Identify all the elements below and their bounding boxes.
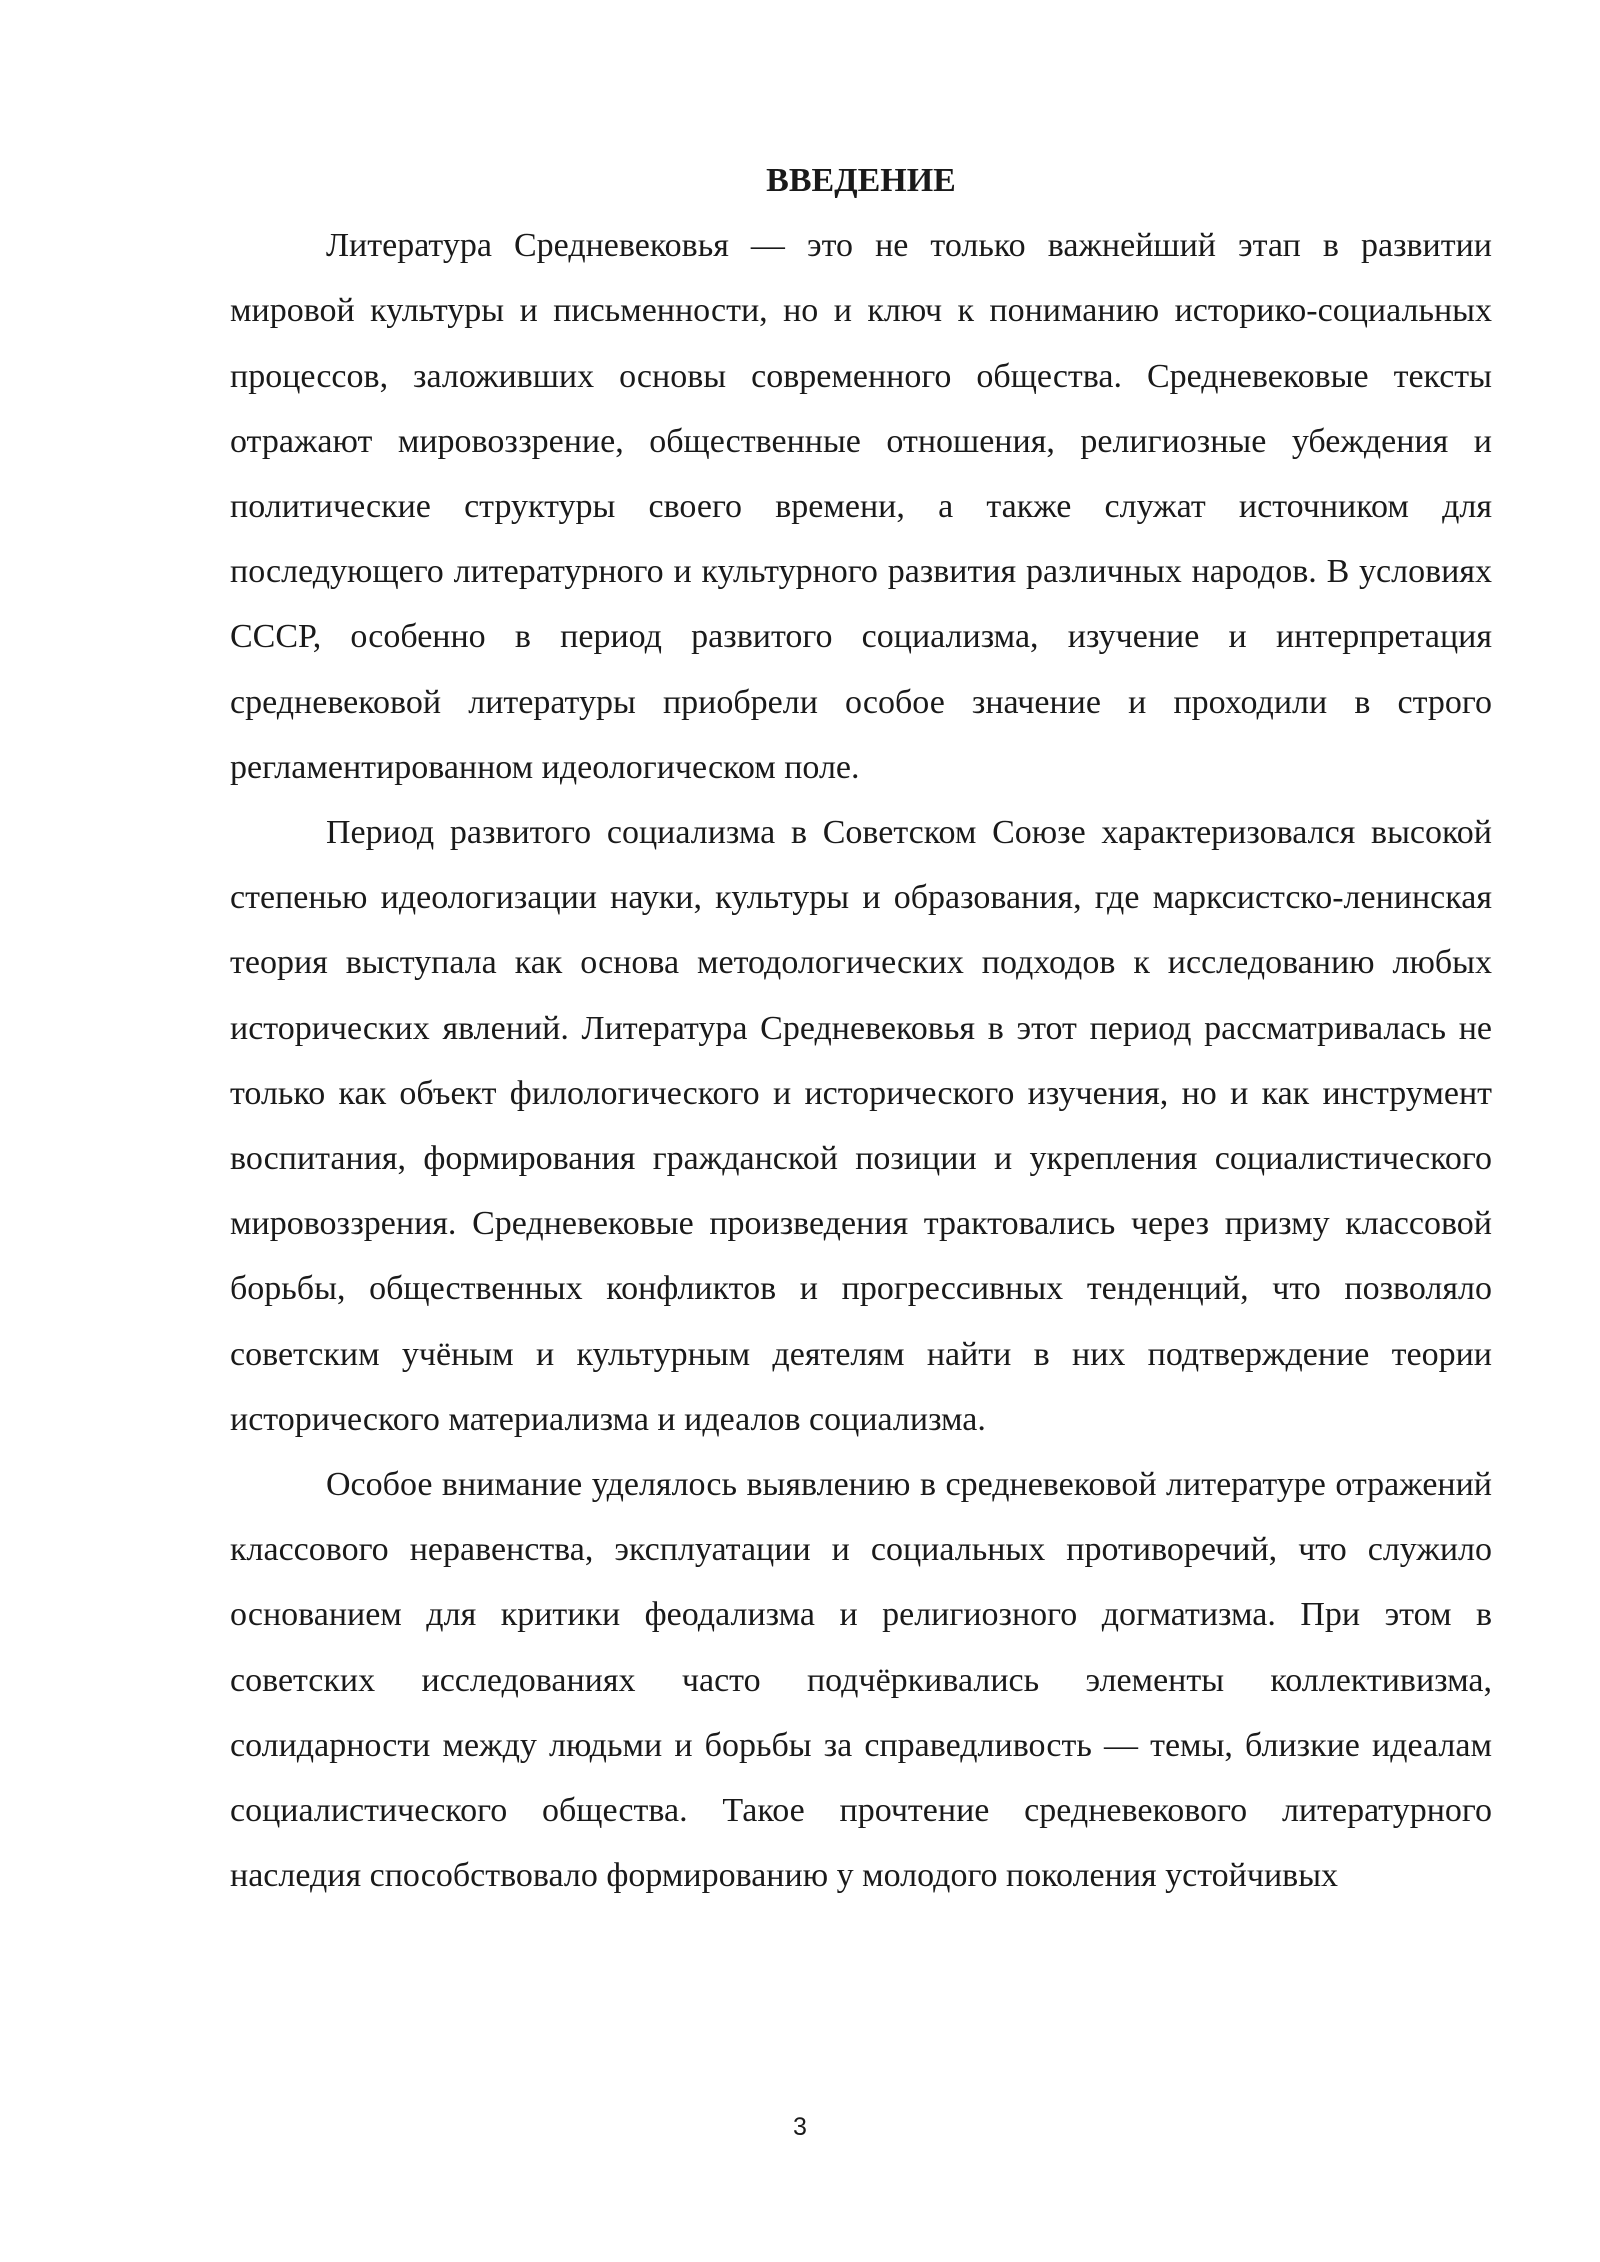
paragraph-2: Период развитого социализма в Советском Союзе характеризовался высокой степенью идеологизации науки, культуры и образования, где марксистско-ленинская теория выступала как основа методологических подходов к исследованию любых исторических явлений. Литература Средневековья в этот период рассматривалась не только как объект филологического и исторического изучения, но и как инструмент воспитания, формирования гражданской позиции и укрепления социалистического мировоззрения. Средневековые произведения трактовались через призму классовой борьбы, общественных конфликтов и прогрессивных тенденций, что позволяло советским учёным и культурным деятелям найти в них подтверждение теории исторического материализма и идеалов социализма. (230, 814, 1492, 1438)
paragraph-3: Особое внимание уделялось выявлению в средневековой литературе отражений классового неравенства, эксплуатации и социальных противоречий, что служило основанием для критики феодализма и религиозного догматизма. При этом в советских исследованиях часто подчёркивались элементы коллективизма, солидарности между людьми и борьбы за справедливость — темы, близкие идеалам социалистического общества. Такое прочтение средневекового литературного наследия способствовало формированию у молодого поколения устойчивых (230, 1466, 1492, 1895)
document-body (230, 148, 1492, 1908)
page-number: 3 (793, 2113, 807, 2141)
paragraph-1: Литература Средневековья — это не только важнейший этап в развитии мировой культуры и письменности, но и ключ к пониманию историко-социальных процессов, заложивших основы современного общества. Средневековые тексты отражают мировоззрение, общественные отношения, религиозные убеждения и политические структуры своего времени, а также служат источником для последующего литературного и культурного развития различных народов. В условиях СССР, особенно в период развитого социализма, изучение и интерпретация средневековой литературы приобрели особое значение и проходили в строго регламентированном идеологическом поле. (230, 227, 1492, 786)
section-heading: ВВЕДЕНИЕ (766, 162, 956, 199)
